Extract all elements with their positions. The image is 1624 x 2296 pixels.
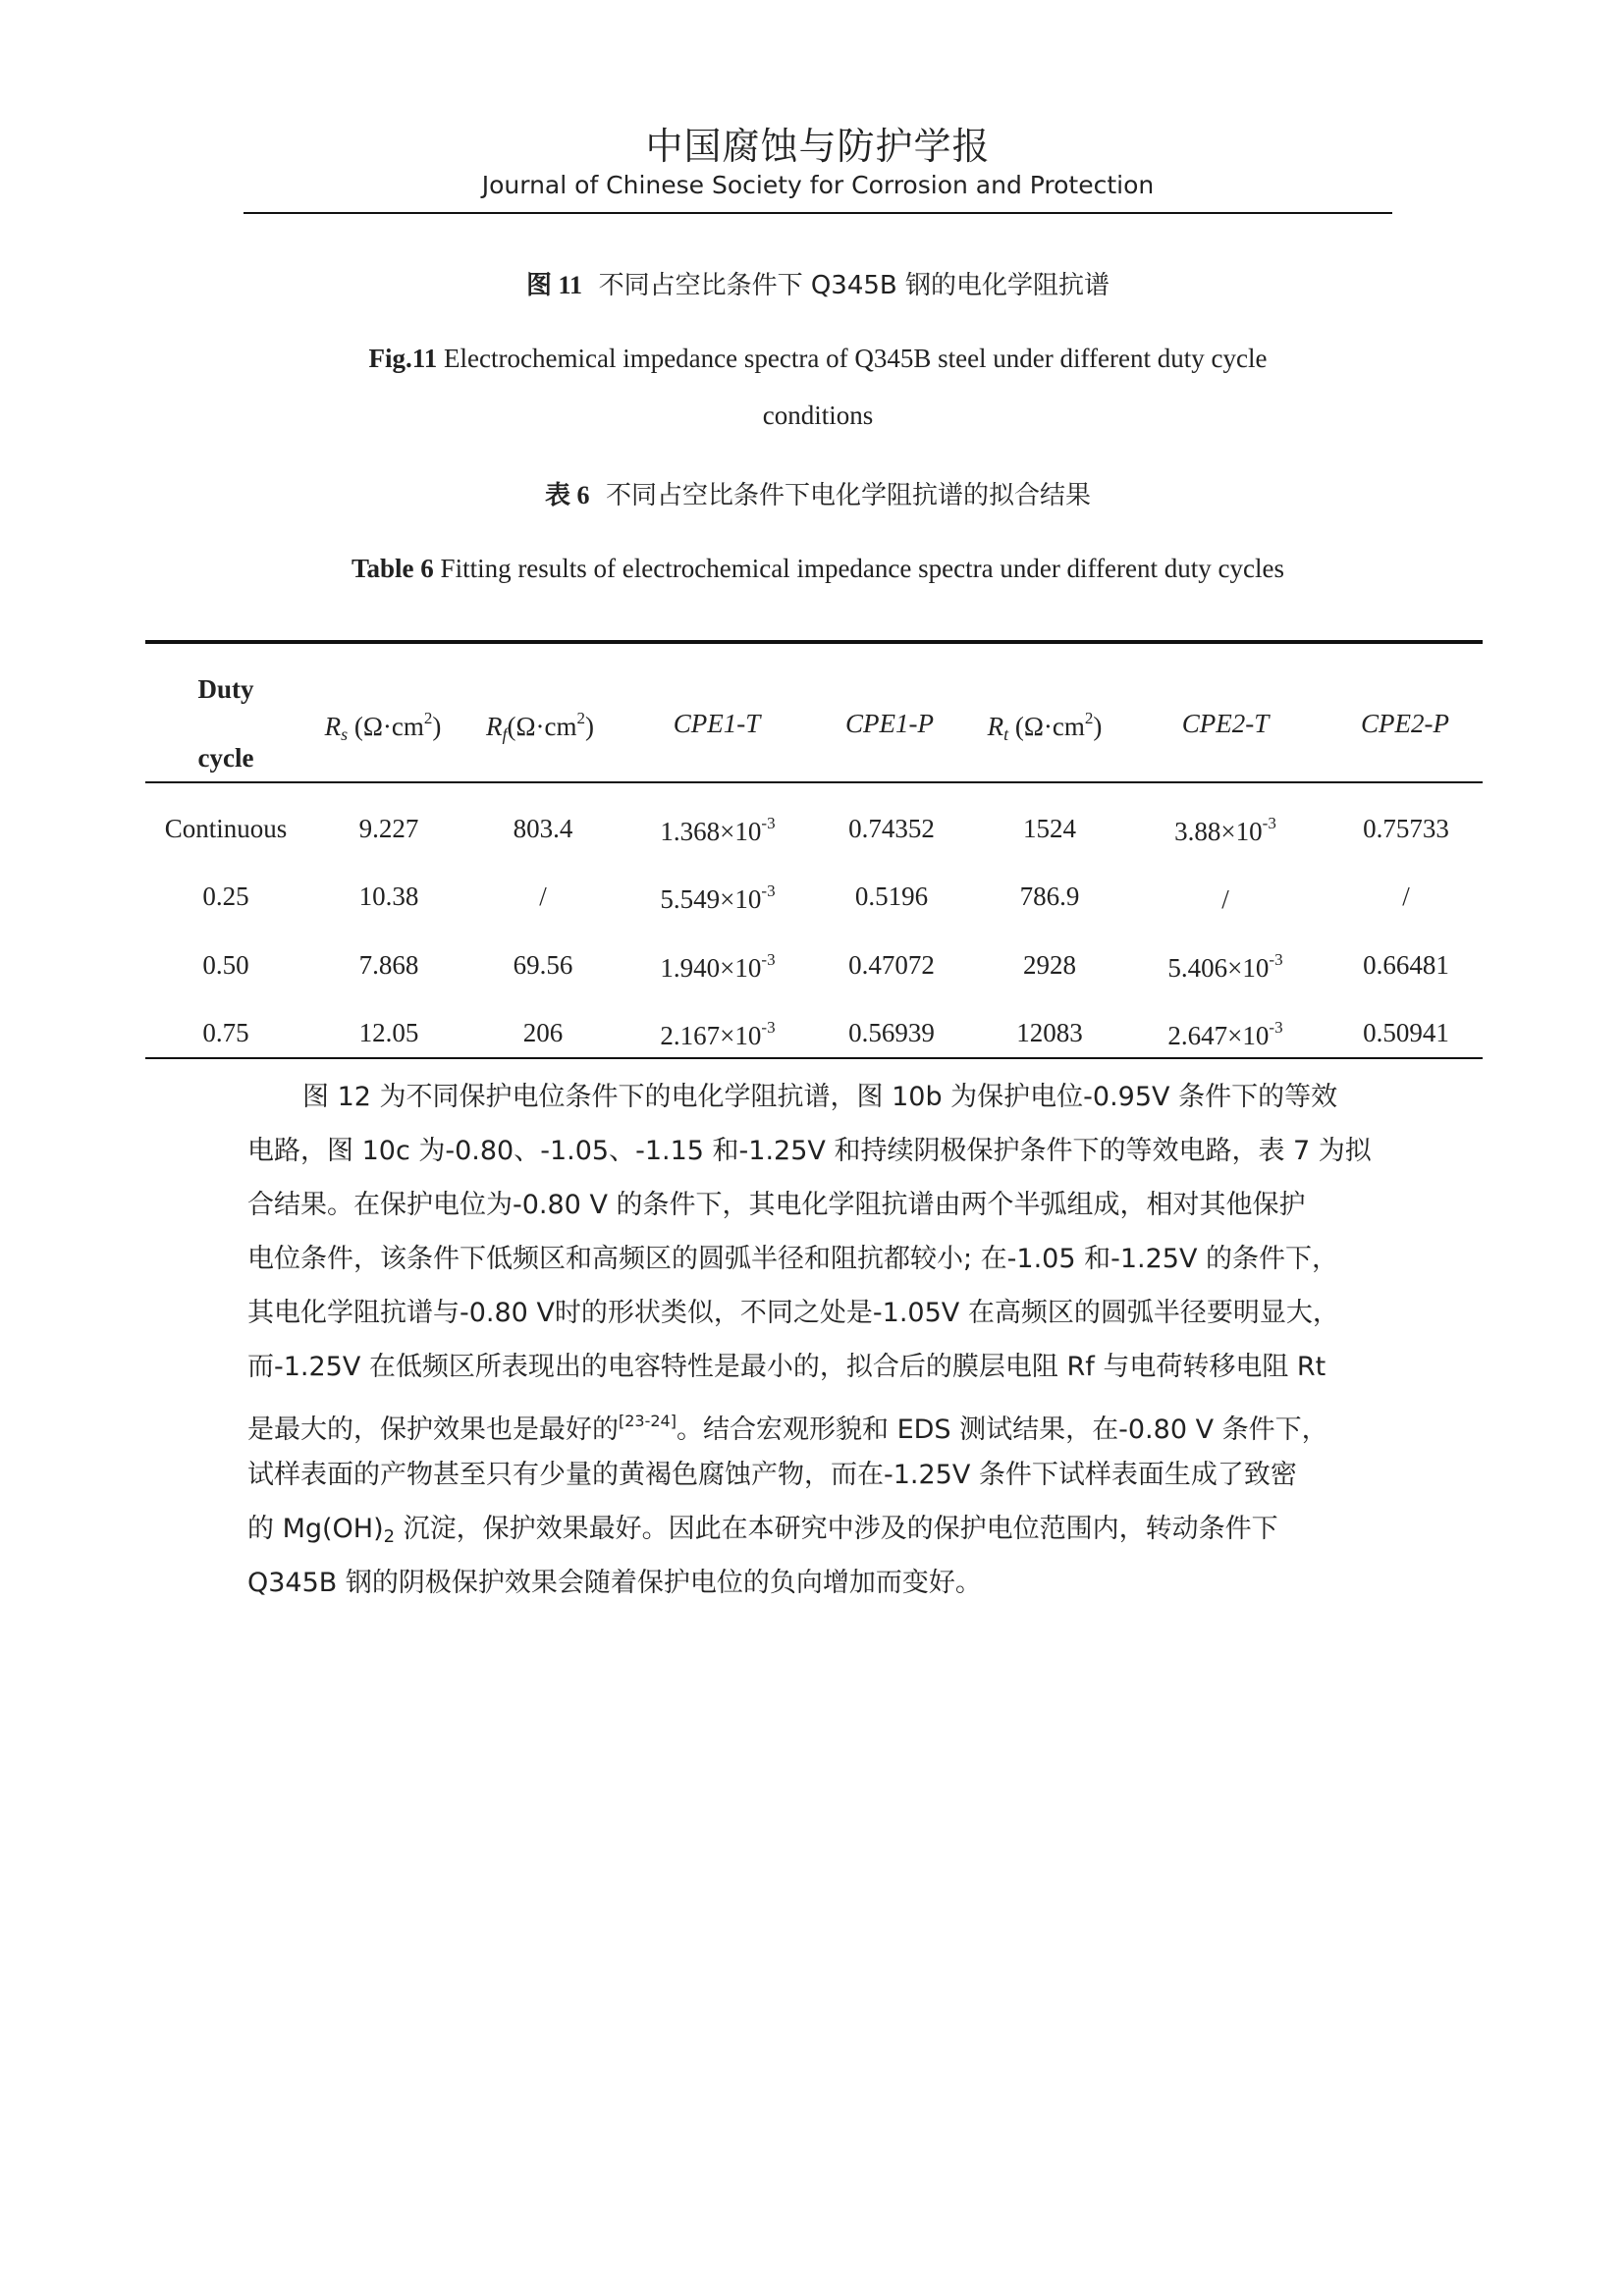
cell-cpe2p: 0.66481 — [1363, 950, 1449, 980]
figure-caption-en — [244, 344, 1392, 374]
cell-cpe2t: $5.406\times 10^{-3}$ — [1167, 950, 1283, 983]
figure-caption-cn — [244, 265, 1392, 301]
header-duty-line2: cycle — [197, 743, 254, 773]
header-divider — [244, 212, 1392, 214]
table-bottom-rule — [145, 1057, 1483, 1059]
header-cpe1t: CPE1-T — [673, 709, 761, 738]
cell-rs: 9.227 — [358, 814, 419, 843]
cell-duty: 0.25 — [202, 881, 249, 911]
cell-cpe1p: 0.74352 — [848, 814, 935, 843]
header-duty-line1: Duty — [197, 674, 254, 704]
journal-title-en: Journal of Chinese Society for Corrosion and Protection — [481, 171, 1155, 199]
cell-cpe1p: 0.5196 — [854, 881, 929, 911]
cell-rt: 2928 — [1023, 950, 1076, 980]
cell-cpe1t: $2.167\times 10^{-3}$ — [660, 1018, 776, 1050]
figure-caption-en-cont: conditions — [762, 400, 874, 430]
body-line: Q345B 钢的阴极保护效果会随着保护电位的负向增加而变好。 — [247, 1568, 982, 1598]
body-line: 而-1.25V 在低频区所表现出的电容特性是最小的，拟合后的膜层电阻 Rf 与电荷转移电阻 Rt — [247, 1352, 1326, 1382]
cell-rf: 69.56 — [513, 950, 573, 980]
cell-rs: 7.868 — [358, 950, 419, 980]
table-header-rule — [145, 781, 1483, 783]
cell-rs: 12.05 — [358, 1018, 419, 1047]
table-text-cn: 不同占空比条件下电化学阻抗谱的拟合结果 — [606, 481, 1092, 510]
cell-rt: 786.9 — [1019, 881, 1080, 911]
cell-cpe1t: $5.549\times 10^{-3}$ — [660, 881, 776, 914]
cell-cpe1p: 0.47072 — [848, 950, 935, 980]
body-line: 电路，图 10c 为-0.80、-1.05、-1.15 和-1.25V 和持续阴极保护条件下的等效电路，表 7 为拟 — [247, 1136, 1372, 1166]
body-line: 合结果。在保护电位为-0.80 V 的条件下，其电化学阻抗谱由两个半弧组成，相对其他保护 — [247, 1190, 1306, 1220]
cell-rf: / — [539, 881, 547, 911]
body-line: 电位条件，该条件下低频区和高频区的圆弧半径和阻抗都较小; 在-1.05 和-1.25V 的条件下， — [247, 1244, 1339, 1274]
cell-rs: 10.38 — [358, 881, 419, 911]
cell-cpe2p: 0.50941 — [1363, 1018, 1449, 1047]
table-label-en: Table 6 — [352, 554, 434, 583]
body-line: 图 12 为不同保护电位条件下的电化学阻抗谱，图 10b 为保护电位-0.95V 条件下的等效 — [302, 1082, 1338, 1112]
body-paragraph — [247, 1070, 1388, 1610]
cell-rt: 1524 — [1023, 814, 1076, 843]
cell-rt: 12083 — [1016, 1018, 1083, 1047]
table-label-cn: 表 6 — [544, 481, 590, 509]
header-cpe2p: CPE2-P — [1361, 709, 1449, 738]
figure-text-cn: 不同占空比条件下 Q345B 钢的电化学阻抗谱 — [598, 271, 1110, 300]
figure-text-en-line1: Electrochemical impedance spectra of Q345B steel under different duty cycle — [444, 344, 1268, 373]
cell-rf: 206 — [522, 1018, 564, 1047]
figure-label-en: Fig.11 — [368, 344, 438, 373]
cell-cpe2t: $2.647\times 10^{-3}$ — [1167, 1018, 1283, 1050]
header-cpe1p: CPE1-P — [845, 709, 934, 738]
body-line: 的 Mg(OH)2 沉淀，保护效果最好。因此在本研究中涉及的保护电位范围内，转动条件下 — [247, 1514, 1278, 1547]
cell-cpe2t: / — [1221, 884, 1229, 914]
cell-cpe1t: $1.940\times 10^{-3}$ — [660, 950, 776, 983]
cell-cpe2t: $3.88\times 10^{-3}$ — [1174, 814, 1276, 846]
cell-cpe1p: 0.56939 — [848, 1018, 935, 1047]
header-rt: $R_t$ $(\Omega\cdot cm^2)$ — [987, 709, 1103, 744]
header-rf: $R_f(\Omega\cdot cm^2)$ — [485, 709, 595, 744]
body-line: 试样表面的产物甚至只有少量的黄褐色腐蚀产物，而在-1.25V 条件下试样表面生成了致密 — [247, 1460, 1297, 1490]
header-cpe2t: CPE2-T — [1181, 709, 1270, 738]
cell-duty: Continuous — [164, 814, 288, 843]
figure-label-cn: 图 11 — [525, 271, 583, 299]
body-line: 是最大的，保护效果也是最好的[23-24]。结合宏观形貌和 EDS 测试结果，在-0.80 V 条件下， — [247, 1412, 1328, 1445]
body-line: 其电化学阻抗谱与-0.80 V时的形状类似，不同之处是-1.05V 在高频区的圆弧半径要明显大， — [247, 1298, 1339, 1328]
journal-title-cn: 中国腐蚀与防护学报 — [645, 125, 991, 168]
cell-rf: 803.4 — [513, 814, 573, 843]
cell-cpe1t: $1.368\times 10^{-3}$ — [660, 814, 776, 846]
table-caption-en — [244, 554, 1392, 584]
citation-ref[interactable]: [23-24] — [619, 1412, 677, 1430]
header-rs: $R_s$ $(\Omega\cdot cm^2)$ — [324, 709, 442, 744]
table-text-en: Fitting results of electrochemical impedance spectra under different duty cycles — [440, 554, 1284, 583]
table-top-rule — [145, 640, 1483, 644]
cell-duty: 0.50 — [202, 950, 249, 980]
cell-cpe2p: 0.75733 — [1363, 814, 1449, 843]
table-caption-cn — [244, 475, 1392, 511]
cell-cpe2p: / — [1402, 881, 1410, 911]
cell-duty: 0.75 — [202, 1018, 249, 1047]
